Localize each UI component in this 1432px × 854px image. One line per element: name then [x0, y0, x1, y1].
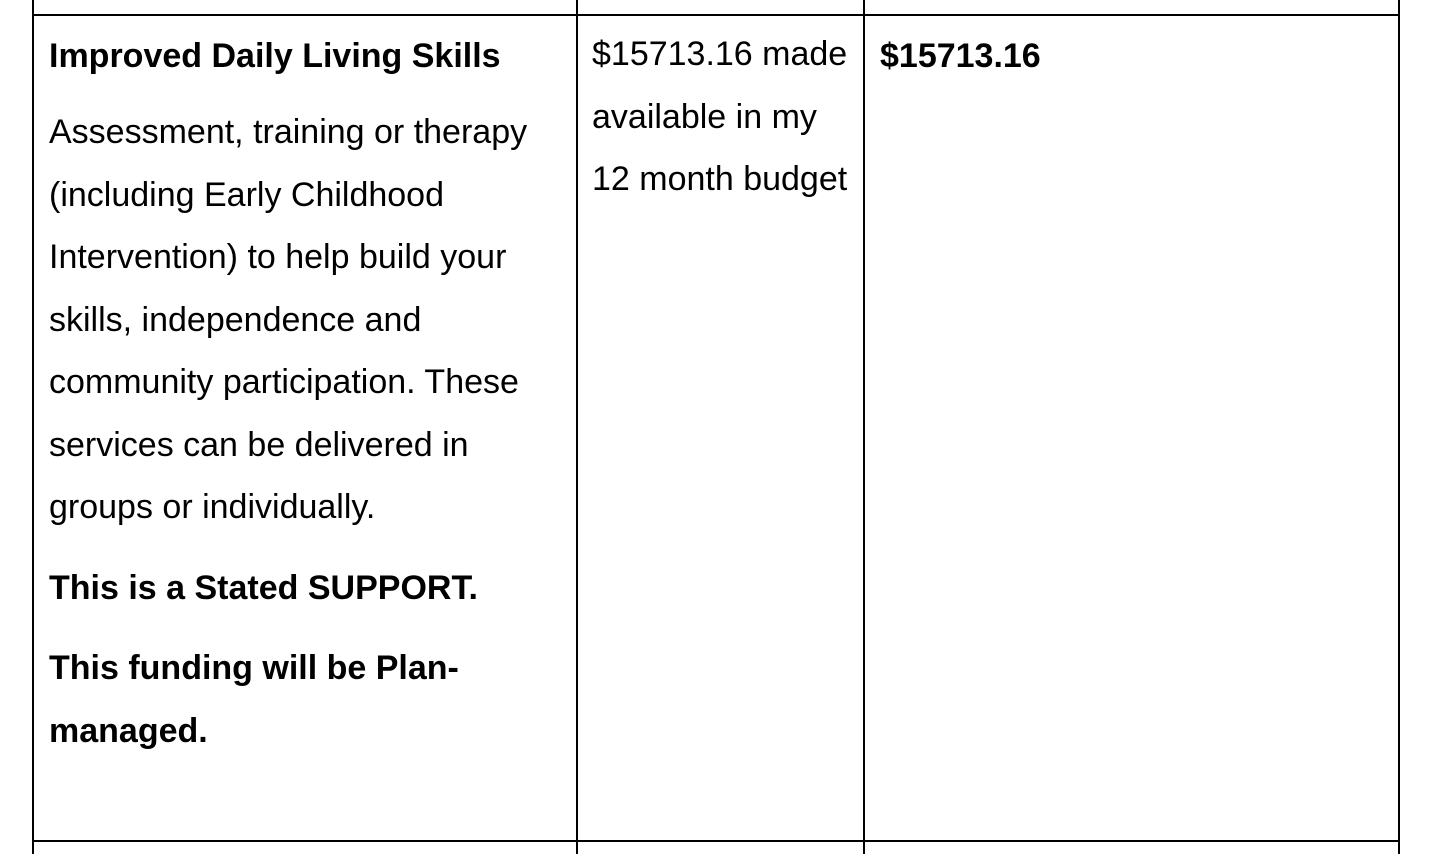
table-divider-1 [576, 0, 578, 854]
support-category-description: Assessment, training or therapy (including Early Childhood Intervention) to help build your skills, independence and community participation. These services can be delivered in groups or individually. [49, 113, 528, 526]
table-border-right [1398, 0, 1400, 854]
available-budget-cell [592, 15, 857, 211]
available-budget-text: $15713.16 made available in my 12 month budget [592, 35, 848, 198]
support-type-note: This is a Stated SUPPORT. [49, 568, 478, 607]
total-budget-value: $15713.16 [880, 37, 1041, 75]
funding-management-note: This funding will be Plan-managed. [49, 649, 459, 750]
table-border-left [32, 0, 34, 854]
support-category-title: Improved Daily Living Skills [49, 37, 501, 75]
table-divider-2 [863, 0, 865, 854]
table-row-bottom-border [33, 840, 1399, 842]
support-category-cell [49, 15, 569, 762]
total-budget-cell [880, 15, 1390, 89]
